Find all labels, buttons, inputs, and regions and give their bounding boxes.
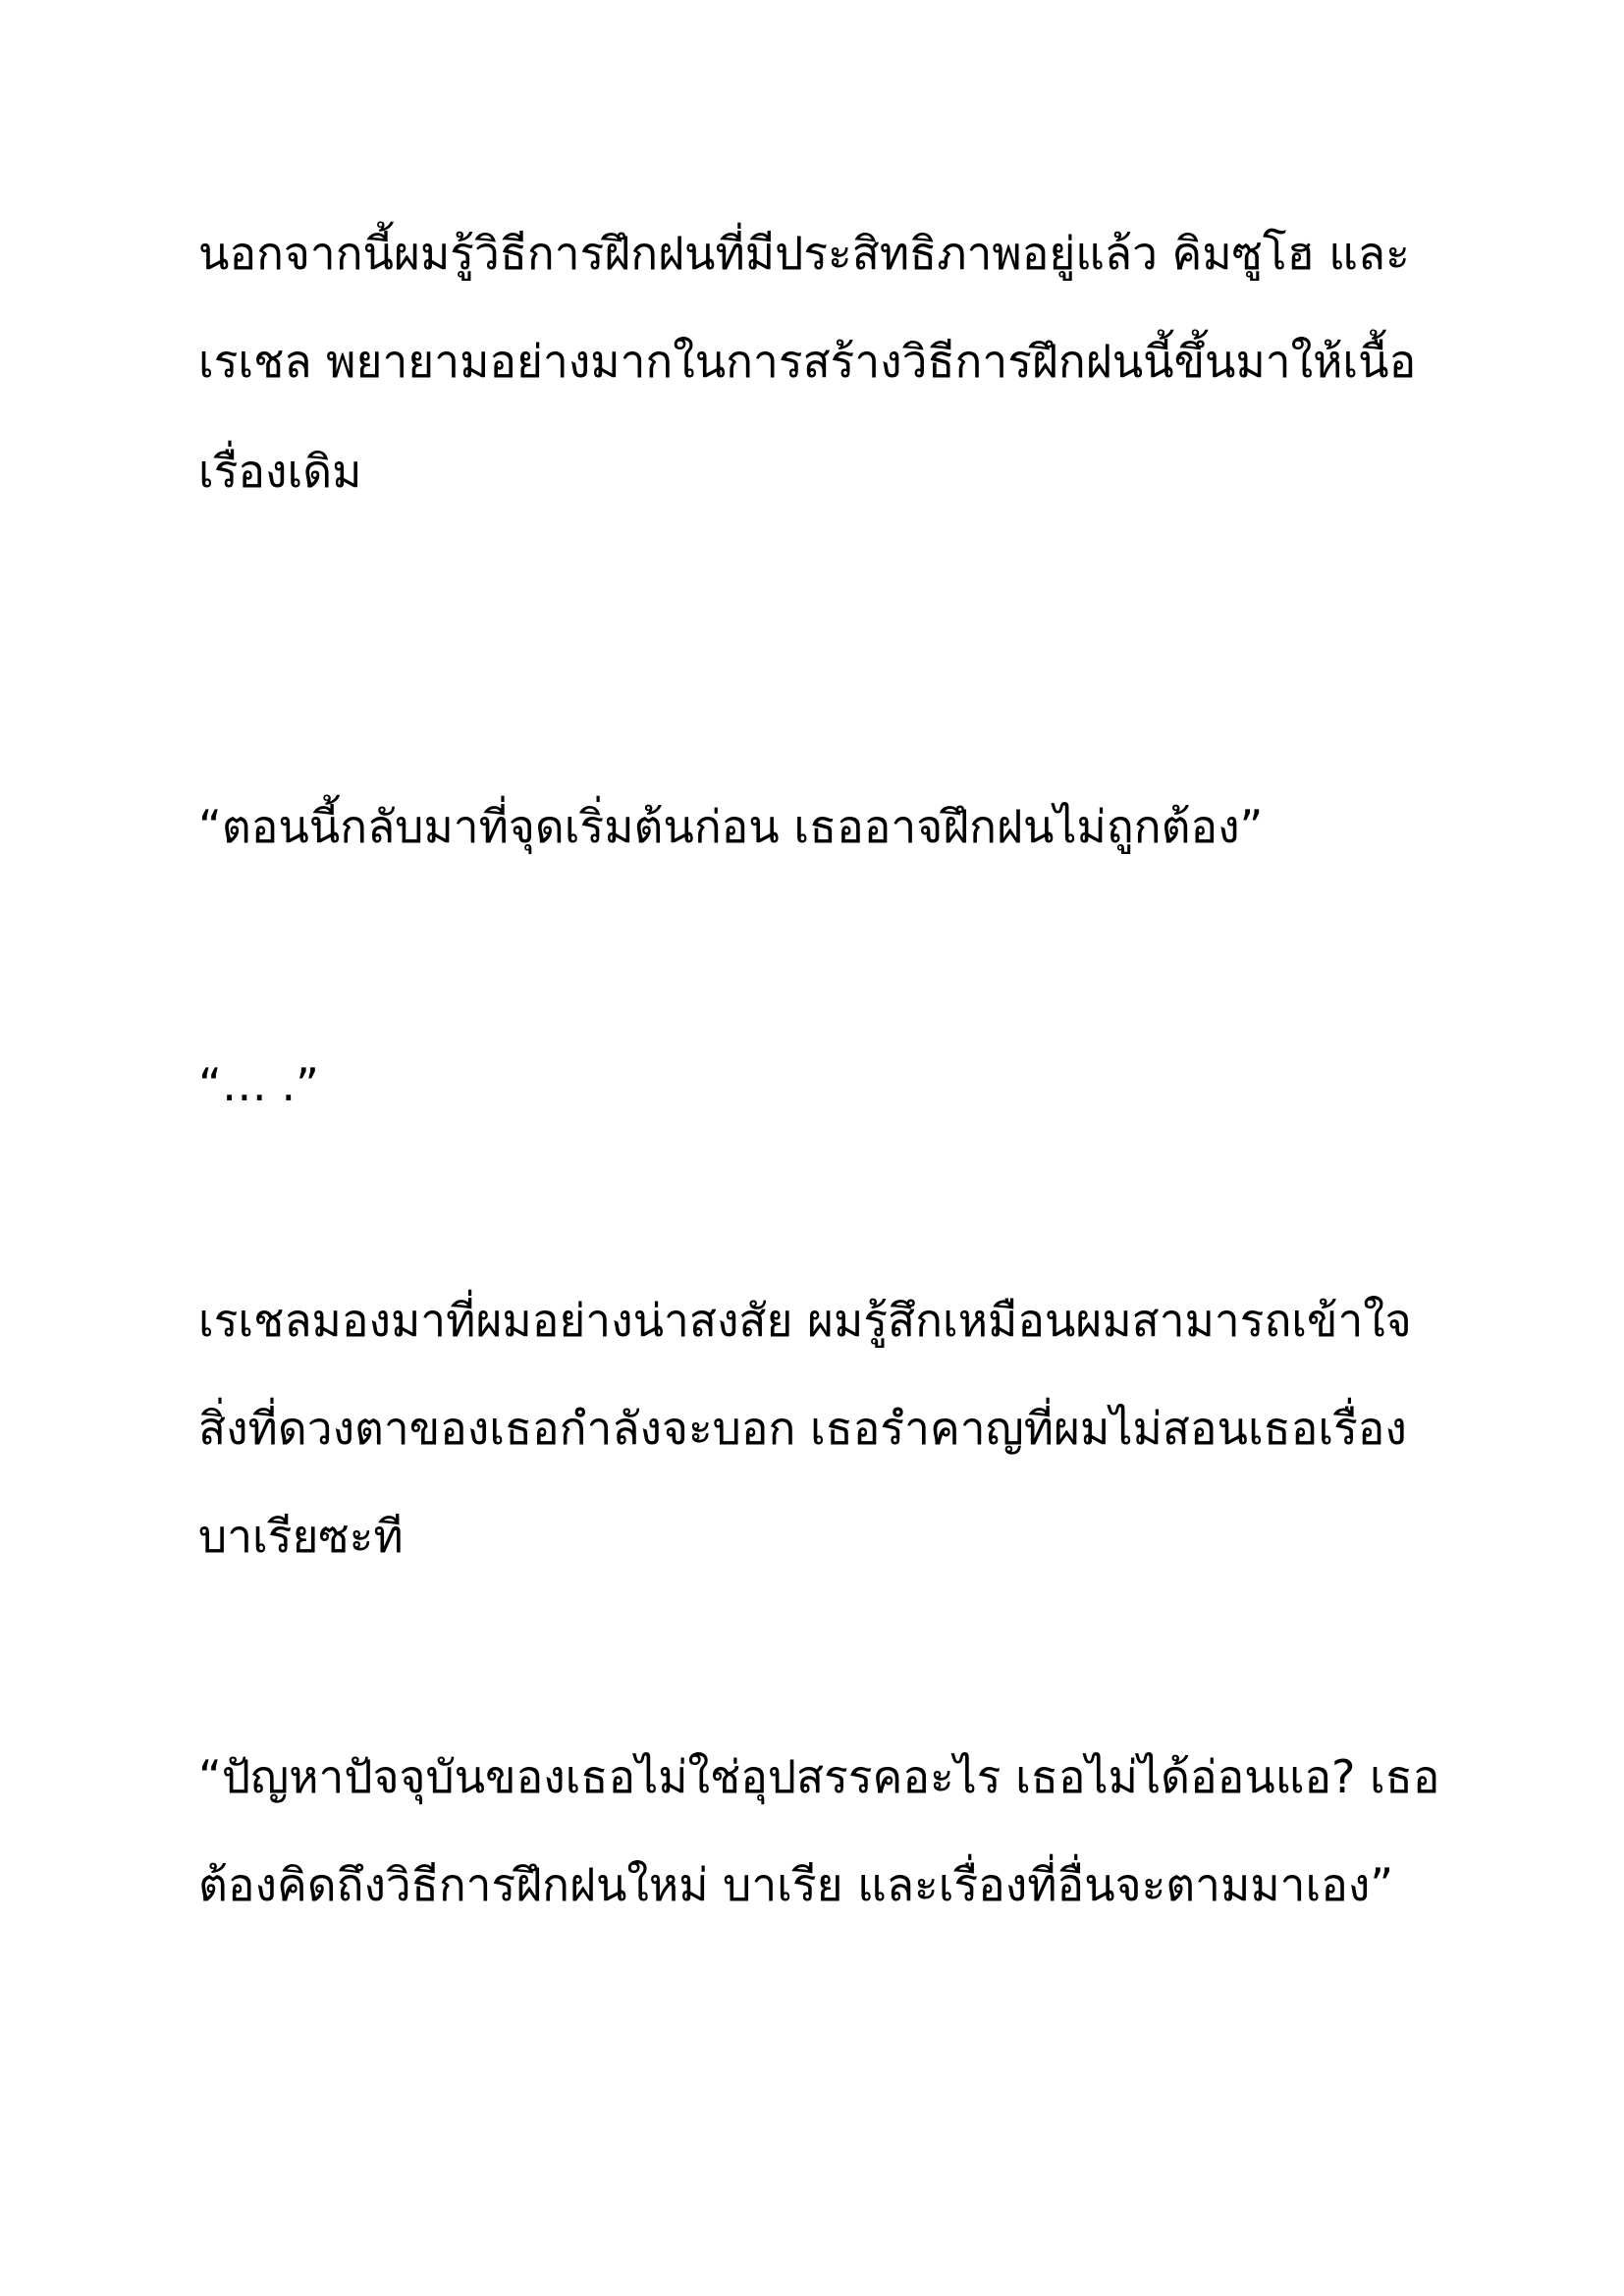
paragraph-3-line-1: “… .” [198,1058,319,1111]
paragraph-1-line-2: เรเชล พยายามอย่างมากในการสร้างวิธีการฝึกฝนนี้ขึ้นมาให้เนื้อ [198,335,1417,388]
paragraph-2-line-1: “ตอนนี้กลับมาที่จุดเริ่มต้นก่อน เธออาจฝึกฝนไม่ถูกต้อง” [198,800,1264,853]
paragraph-5-line-2: ต้องคิดถึงวิธีการฝึกฝนใหม่ บาเรีย และเรื่องที่อื่นจะตามมาเอง” [198,1858,1394,1911]
paragraph-4-line-1: เรเชลมองมาที่ผมอย่างน่าสงสัย ผมรู้สึกเหมือนผมสามารถเข้าใจ [198,1294,1412,1347]
paragraph-5-line-1: “ปัญหาปัจจุบันของเธอไม่ใช่อุปสรรคอะไร เธอไม่ได้อ่อนแอ? เธอ [198,1750,1440,1803]
paragraph-1-line-3: เรื่องเดิม [198,445,362,498]
paragraph-4-line-3: บาเรียซะที [198,1510,404,1563]
paragraph-1-line-1: นอกจากนี้ผมรู้วิธีการฝึกฝนที่มีประสิทธิภาพอยู่แล้ว คิมซูโฮ และ [198,227,1410,280]
paragraph-4-line-2: สิ่งที่ดวงตาของเธอกำลังจะบอก เธอรำคาญที่ผมไม่สอนเธอเรื่อง [198,1402,1407,1455]
